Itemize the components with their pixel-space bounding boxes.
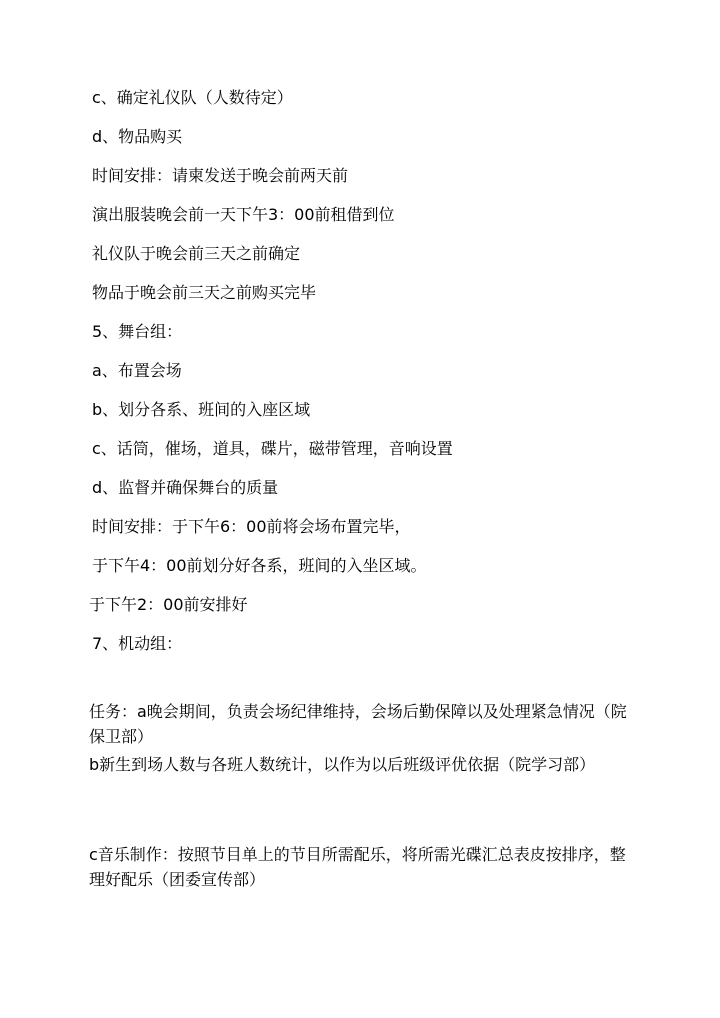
line-etiquette-confirm: 礼仪队于晚会前三天之前确定 xyxy=(92,244,301,263)
section-stage-group: 5、舞台组： xyxy=(92,322,183,341)
paragraph-task-c: c音乐制作：按照节目单上的节目所需配乐，将所需光碟汇总表皮按排序，整理好配乐（团委宣传部） xyxy=(89,845,626,889)
section-mobile-group: 7、机动组： xyxy=(92,634,183,653)
line-costume-rental: 演出服装晚会前一天下午3：00前租借到位 xyxy=(92,205,395,224)
paragraph-task-b: b新生到场人数与各班人数统计，以作为以后班级评优依据（院学习部） xyxy=(89,755,596,774)
line-c-equipment: c、话筒，催场，道具，碟片，磁带管理，音响设置 xyxy=(92,439,453,458)
line-schedule-venue: 时间安排：于下午6：00前将会场布置完毕， xyxy=(92,517,411,536)
line-a-venue-setup: a、布置会场 xyxy=(92,361,182,380)
line-schedule-seating: 于下午4：00前划分好各系，班间的入坐区域。 xyxy=(92,556,427,575)
line-schedule-invitations: 时间安排：请柬发送于晚会前两天前 xyxy=(92,166,349,185)
line-schedule-arrange: 于下午2：00前安排好 xyxy=(89,595,248,614)
line-c-etiquette-team: c、确定礼仪队（人数待定） xyxy=(92,88,293,107)
line-d-stage-quality: d、监督并确保舞台的质量 xyxy=(92,478,279,497)
line-b-seating-areas: b、划分各系、班间的入座区域 xyxy=(92,400,311,419)
line-goods-purchase-done: 物品于晚会前三天之前购买完毕 xyxy=(92,283,317,302)
paragraph-task-a: 任务：a晚会期间，负责会场纪律维持，会场后勤保障以及处理紧急情况（院保卫部） xyxy=(89,702,627,746)
line-d-purchase: d、物品购买 xyxy=(92,127,183,146)
